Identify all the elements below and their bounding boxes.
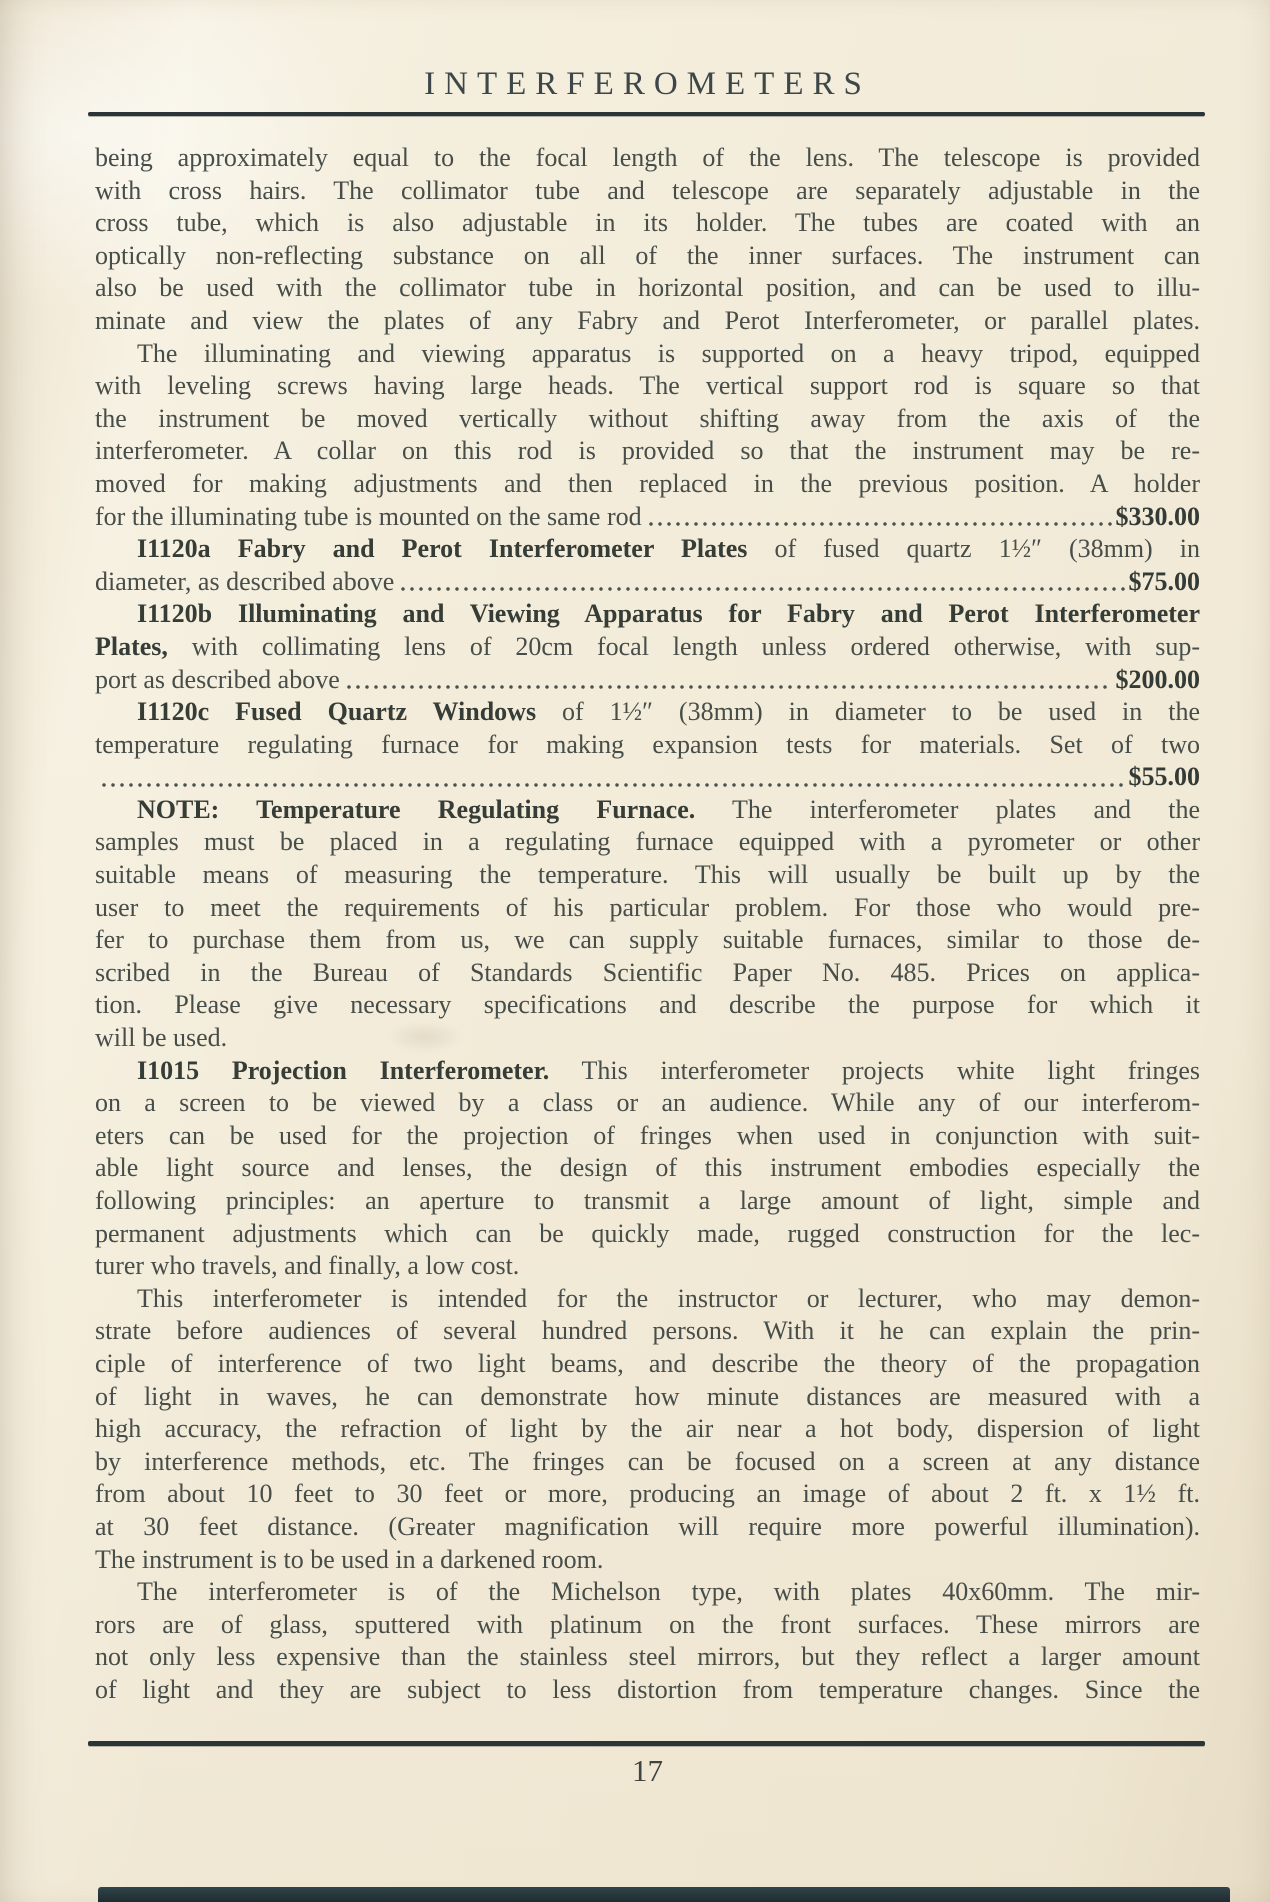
line-text: The interferometer is of the Michelson type, with plates 40x60mm. The mir- bbox=[137, 1577, 1200, 1607]
text-line bbox=[95, 1641, 1200, 1674]
paragraph bbox=[95, 1576, 1200, 1706]
text-line bbox=[95, 1185, 1200, 1218]
paragraph bbox=[95, 794, 1200, 1055]
scan-stain bbox=[388, 1022, 462, 1052]
line-text: port as described above bbox=[95, 664, 340, 694]
text-line bbox=[95, 1478, 1200, 1511]
price-line bbox=[95, 761, 1200, 794]
text-line bbox=[95, 1544, 1200, 1577]
line-text: strate before audiences of several hundred persons. With it he can explain the prin- bbox=[95, 1316, 1200, 1346]
line-text: This interferometer projects white light fringes bbox=[549, 1055, 1200, 1085]
text-line bbox=[95, 1218, 1200, 1251]
dotted-leader bbox=[347, 684, 1112, 690]
text-line bbox=[95, 1511, 1200, 1544]
text-line bbox=[95, 1315, 1200, 1348]
line-text: optically non-reflecting substance on all of the inner surfaces. The instrument can bbox=[95, 240, 1200, 270]
scan-edge-bar bbox=[98, 1887, 1230, 1902]
line-text: user to meet the requirements of his particular problem. For those who would pre- bbox=[95, 892, 1200, 922]
text-line bbox=[95, 468, 1200, 501]
text-line bbox=[95, 403, 1200, 436]
text-line bbox=[95, 338, 1200, 371]
line-text: eters can be used for the projection of fringes when used in conjunction with suit- bbox=[95, 1120, 1200, 1150]
text-line bbox=[95, 1348, 1200, 1381]
text-line bbox=[95, 305, 1200, 338]
page-header-title: INTERFEROMETERS bbox=[424, 66, 871, 102]
text-line bbox=[95, 207, 1200, 240]
line-text: of 1½″ (38mm) in diameter to be used in the bbox=[536, 697, 1200, 727]
line-text: ciple of interference of two light beams, and describe the theory of the propagation bbox=[95, 1348, 1200, 1378]
text-line bbox=[95, 598, 1200, 631]
text-line bbox=[95, 175, 1200, 208]
price-value: $55.00 bbox=[1128, 762, 1200, 792]
price-value: $330.00 bbox=[1115, 501, 1200, 531]
price-line bbox=[95, 501, 1200, 534]
line-text: fer to purchase them from us, we can supply suitable furnaces, similar to those de- bbox=[95, 925, 1200, 955]
line-text: of fused quartz 1½″ (38mm) in bbox=[747, 534, 1200, 564]
text-line bbox=[95, 1381, 1200, 1414]
line-text: minate and view the plates of any Fabry and Perot Interferometer, or parallel plates. bbox=[95, 305, 1200, 335]
text-line bbox=[95, 631, 1200, 664]
line-text: The interferometer plates and the bbox=[695, 794, 1200, 824]
line-text: high accuracy, the refraction of light by the air near a hot body, dispersion of light bbox=[95, 1414, 1200, 1444]
line-text: of light and they are subject to less distortion from temperature changes. Since the bbox=[95, 1674, 1200, 1704]
text-line bbox=[95, 1674, 1200, 1707]
paragraph bbox=[95, 696, 1200, 794]
line-text: able light source and lenses, the design of this instrument embodies especially the bbox=[95, 1153, 1200, 1183]
paragraph bbox=[95, 338, 1200, 534]
line-text: will be used. bbox=[95, 1023, 228, 1053]
item-label: I1015 Projection Interferometer. bbox=[137, 1055, 550, 1085]
line-text: suitable means of measuring the temperature. This will usually be built up by the bbox=[95, 860, 1200, 890]
footer-rule bbox=[88, 1741, 1205, 1746]
text-line bbox=[95, 729, 1200, 762]
line-text: not only less expensive than the stainless steel mirrors, but they reflect a larger amount bbox=[95, 1642, 1200, 1672]
line-text: rors are of glass, sputtered with platinum on the front surfaces. These mirrors are bbox=[95, 1609, 1200, 1639]
dotted-leader bbox=[401, 586, 1124, 592]
line-text: diameter, as described above bbox=[95, 566, 395, 596]
item-label: I1120a Fabry and Perot Interferometer Plates bbox=[137, 534, 748, 564]
line-text: turer who travels, and finally, a low cost. bbox=[95, 1251, 520, 1281]
line-text: from about 10 feet to 30 feet or more, producing an image of about 2 ft. x 1½ ft. bbox=[95, 1479, 1200, 1509]
text-line bbox=[95, 1055, 1200, 1088]
text-line bbox=[95, 272, 1200, 305]
text-line bbox=[95, 989, 1200, 1022]
line-text: by interference methods, etc. The fringes can be focused on a screen at any distance bbox=[95, 1446, 1200, 1476]
line-text: permanent adjustments which can be quickly made, rugged construction for the lec- bbox=[95, 1218, 1200, 1248]
text-line bbox=[95, 370, 1200, 403]
paragraph bbox=[95, 1283, 1200, 1576]
text-line bbox=[95, 826, 1200, 859]
paragraph bbox=[95, 1055, 1200, 1283]
line-text: the instrument be moved vertically without shifting away from the axis of the bbox=[95, 403, 1200, 433]
text-line bbox=[95, 533, 1200, 566]
text-line bbox=[95, 794, 1200, 827]
line-text: also be used with the collimator tube in horizontal position, and can be used to illu- bbox=[95, 273, 1200, 303]
text-line bbox=[95, 1413, 1200, 1446]
price-value: $75.00 bbox=[1128, 566, 1200, 596]
paragraph bbox=[95, 533, 1200, 598]
text-line bbox=[95, 892, 1200, 925]
paragraph bbox=[95, 598, 1200, 696]
line-text: with collimating lens of 20cm focal length unless ordered otherwise, with sup- bbox=[167, 631, 1200, 661]
price-line bbox=[95, 566, 1200, 599]
line-text: The instrument is to be used in a darkened room. bbox=[95, 1544, 604, 1574]
item-label: Plates, bbox=[95, 631, 168, 661]
text-line bbox=[95, 1576, 1200, 1609]
text-line bbox=[95, 1120, 1200, 1153]
line-text: following principles: an aperture to transmit a large amount of light, simple and bbox=[95, 1186, 1200, 1215]
page-number: 17 bbox=[632, 1753, 663, 1788]
text-line bbox=[95, 859, 1200, 892]
text-line bbox=[95, 1283, 1200, 1316]
text-line bbox=[95, 696, 1200, 729]
dotted-leader bbox=[649, 521, 1112, 527]
dotted-leader bbox=[102, 782, 1125, 788]
text-line bbox=[95, 1152, 1200, 1185]
line-text: tion. Please give necessary specifications and describe the purpose for which it bbox=[95, 990, 1200, 1020]
text-line bbox=[95, 435, 1200, 468]
line-text: samples must be placed in a regulating furnace equipped with a pyrometer or other bbox=[95, 827, 1200, 857]
line-text: temperature regulating furnace for making expansion tests for materials. Set of two bbox=[95, 729, 1200, 759]
line-text: being approximately equal to the focal length of the lens. The telescope is provided bbox=[95, 143, 1200, 172]
paragraph bbox=[95, 142, 1200, 338]
line-text: scribed in the Bureau of Standards Scientific Paper No. 485. Prices on applica- bbox=[95, 957, 1200, 987]
item-label: NOTE: Temperature Regulating Furnace. bbox=[137, 794, 696, 824]
line-text: with cross hairs. The collimator tube and telescope are separately adjustable in the bbox=[95, 175, 1200, 205]
line-text: on a screen to be viewed by a class or an audience. While any of our interferom- bbox=[95, 1088, 1200, 1118]
text-line bbox=[95, 1022, 1200, 1055]
text-column bbox=[95, 142, 1200, 1707]
line-text: with leveling screws having large heads. The vertical support rod is square so that bbox=[95, 371, 1200, 401]
text-line bbox=[95, 957, 1200, 990]
price-value: $200.00 bbox=[1115, 664, 1200, 694]
text-line bbox=[95, 240, 1200, 273]
line-text: for the illuminating tube is mounted on the same rod bbox=[95, 501, 642, 531]
text-line bbox=[95, 1609, 1200, 1642]
item-label: I1120b Illuminating and Viewing Apparatus for Fabry and Perot Interferometer bbox=[137, 599, 1200, 629]
text-line bbox=[95, 1087, 1200, 1120]
line-text: at 30 feet distance. (Greater magnification will require more powerful illumination). bbox=[95, 1511, 1200, 1541]
text-line bbox=[95, 924, 1200, 957]
price-line bbox=[95, 664, 1200, 697]
header-rule bbox=[88, 112, 1205, 116]
line-text: This interferometer is intended for the instructor or lecturer, who may demon- bbox=[137, 1283, 1200, 1313]
line-text: The illuminating and viewing apparatus is supported on a heavy tripod, equipped bbox=[137, 338, 1200, 368]
line-text: of light in waves, he can demonstrate how minute distances are measured with a bbox=[95, 1381, 1200, 1411]
line-text: moved for making adjustments and then replaced in the previous position. A holder bbox=[95, 468, 1200, 498]
line-text: cross tube, which is also adjustable in its holder. The tubes are coated with an bbox=[95, 208, 1200, 238]
item-label: I1120c Fused Quartz Windows bbox=[137, 697, 537, 727]
text-line bbox=[95, 1446, 1200, 1479]
line-text: interferometer. A collar on this rod is provided so that the instrument may be re- bbox=[95, 436, 1200, 466]
text-line bbox=[95, 1250, 1200, 1283]
text-line bbox=[95, 142, 1200, 175]
